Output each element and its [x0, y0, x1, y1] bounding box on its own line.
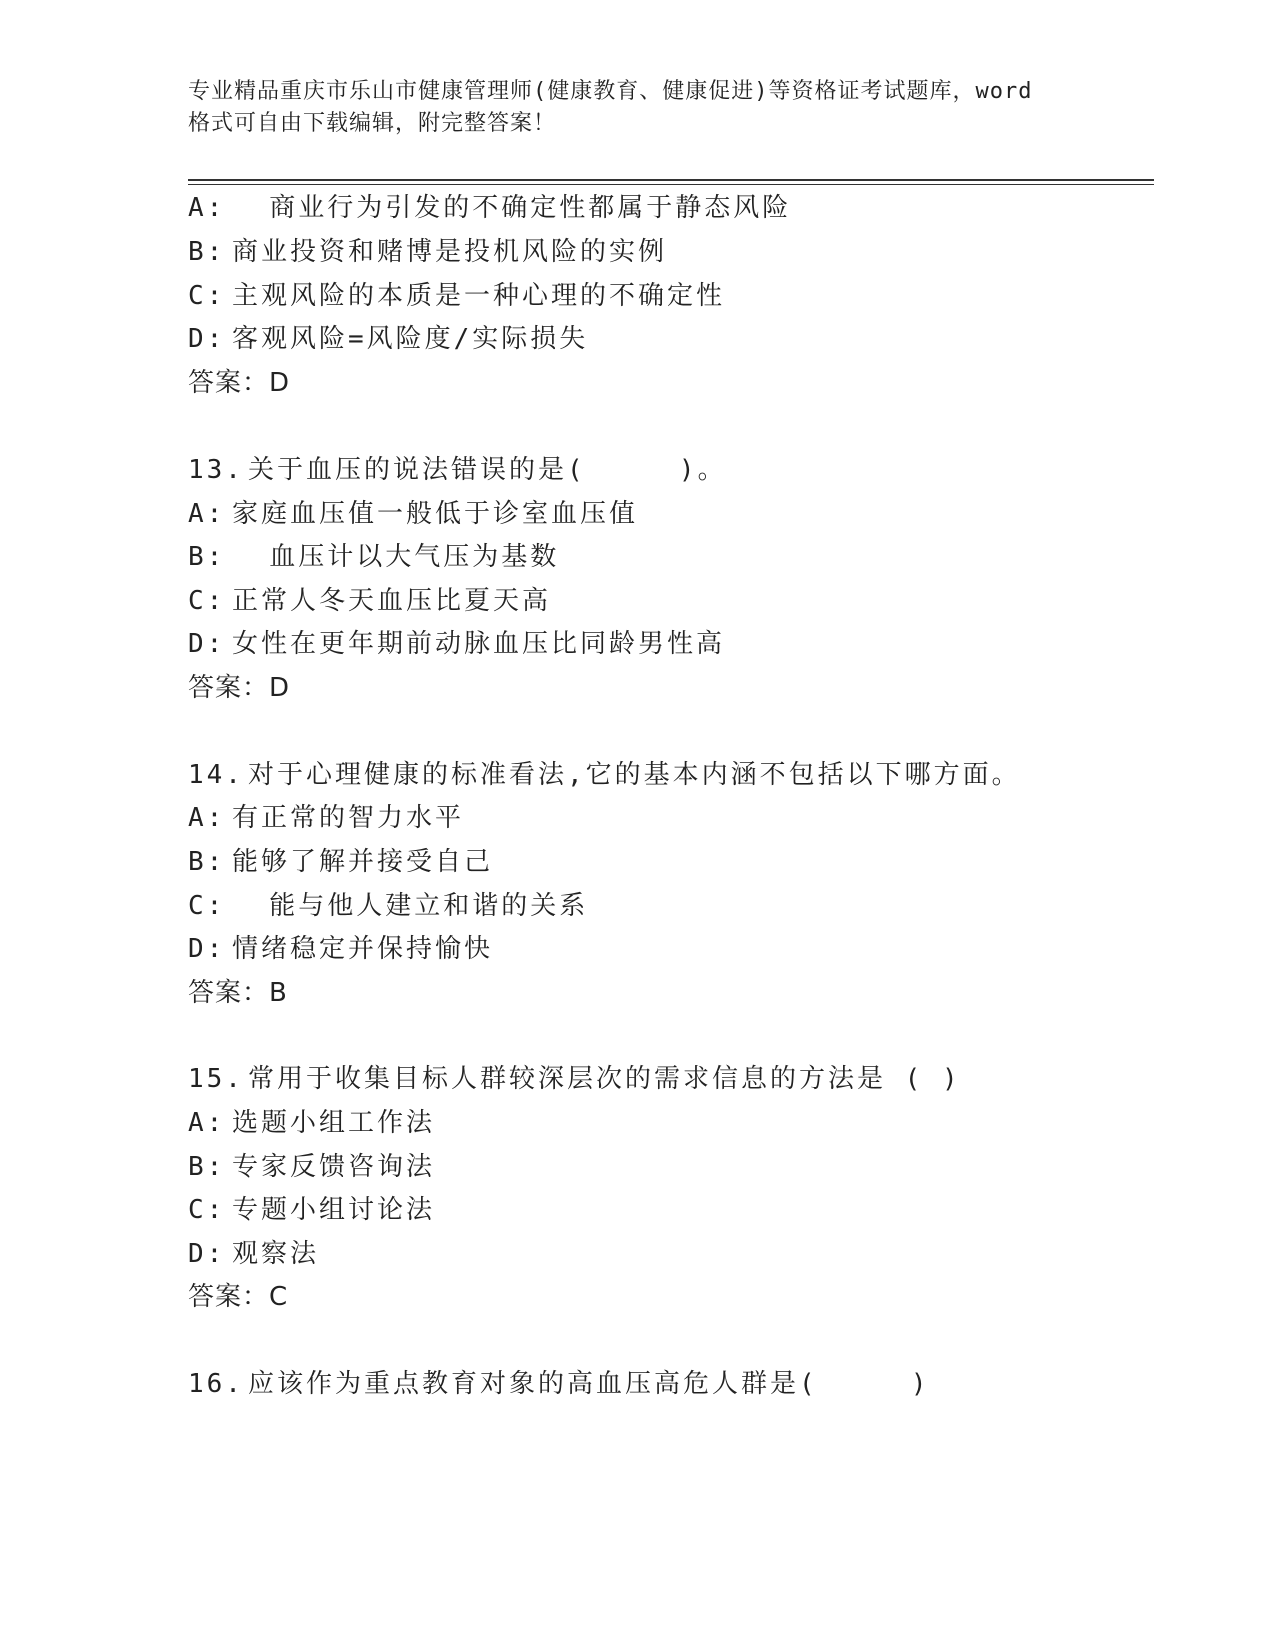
- option-text: 主观风险的本质是一种心理的不确定性: [232, 281, 726, 311]
- option-d: [188, 627, 725, 661]
- question-stem: [188, 758, 1021, 792]
- option-letter: B:: [188, 1152, 226, 1182]
- option-d: [188, 1237, 319, 1271]
- option-text: 专家反馈咨询法: [232, 1152, 436, 1182]
- question-number: 13.: [188, 455, 244, 485]
- option-letter: A:: [188, 193, 226, 223]
- option-text: 客观风险=风险度/实际损失: [232, 324, 589, 354]
- question-number: 15.: [188, 1064, 244, 1094]
- option-text: 家庭血压值一般低于诊室血压值: [232, 499, 639, 529]
- answer-line: 答案：D: [188, 673, 291, 703]
- option-letter: D:: [188, 324, 226, 354]
- option-letter: A:: [188, 499, 226, 529]
- option-c: [188, 279, 725, 313]
- option-a: [188, 191, 791, 225]
- option-text: 商业行为引发的不确定性都属于静态风险: [232, 193, 792, 223]
- option-c: [188, 1193, 435, 1227]
- option-text: 商业投资和赌博是投机风险的实例: [232, 237, 668, 267]
- option-text: 观察法: [232, 1239, 320, 1269]
- option-text: 能够了解并接受自己: [232, 847, 494, 877]
- option-letter: C:: [188, 891, 226, 921]
- question-stem: [188, 453, 727, 487]
- option-letter: C:: [188, 1195, 226, 1225]
- option-a: [188, 801, 464, 835]
- option-letter: B:: [188, 542, 226, 572]
- option-b: [188, 540, 559, 574]
- question-number: 14.: [188, 760, 244, 790]
- header-line-2: 格式可自由下载编辑，附完整答案！: [188, 111, 557, 136]
- question-stem: [188, 1367, 930, 1401]
- option-b: [188, 1150, 435, 1184]
- option-a: [188, 497, 638, 531]
- option-letter: C:: [188, 586, 226, 616]
- question-number: 16.: [188, 1369, 244, 1399]
- option-text: 女性在更年期前动脉血压比同龄男性高: [232, 629, 726, 659]
- question-text: 对于心理健康的标准看法,它的基本内涵不包括以下哪方面。: [248, 760, 1021, 790]
- question-text: 关于血压的说法错误的是( )。: [248, 455, 727, 485]
- option-letter: C:: [188, 281, 226, 311]
- option-a: [188, 1106, 435, 1140]
- option-text: 有正常的智力水平: [232, 803, 465, 833]
- option-text: 情绪稳定并保持愉快: [232, 934, 494, 964]
- option-c: [188, 889, 588, 923]
- option-c: [188, 584, 551, 618]
- option-b: [188, 845, 493, 879]
- option-text: 能与他人建立和谐的关系: [232, 891, 589, 921]
- question-stem: [188, 1062, 961, 1096]
- question-text: 应该作为重点教育对象的高血压高危人群是( ): [248, 1369, 930, 1399]
- option-b: [188, 235, 667, 269]
- answer-line: 答案：B: [188, 978, 288, 1008]
- option-letter: B:: [188, 237, 226, 267]
- document-header: [188, 76, 1088, 140]
- question-text: 常用于收集目标人群较深层次的需求信息的方法是 ( ): [248, 1064, 961, 1094]
- option-d: [188, 932, 493, 966]
- option-letter: B:: [188, 847, 226, 877]
- answer-line: 答案：D: [188, 368, 291, 398]
- option-letter: A:: [188, 1108, 226, 1138]
- option-text: 选题小组工作法: [232, 1108, 436, 1138]
- header-rule-thin: [188, 184, 1154, 185]
- option-letter: D:: [188, 934, 226, 964]
- header-line-1: 专业精品重庆市乐山市健康管理师(健康教育、健康促进)等资格证考试题库，word: [188, 79, 1033, 104]
- option-letter: A:: [188, 803, 226, 833]
- option-letter: D:: [188, 1239, 226, 1269]
- option-letter: D:: [188, 629, 226, 659]
- option-text: 正常人冬天血压比夏天高: [232, 586, 552, 616]
- header-rule-thick: [188, 179, 1154, 181]
- option-d: [188, 322, 588, 356]
- option-text: 血压计以大气压为基数: [232, 542, 560, 572]
- option-text: 专题小组讨论法: [232, 1195, 436, 1225]
- answer-line: 答案：C: [188, 1282, 289, 1312]
